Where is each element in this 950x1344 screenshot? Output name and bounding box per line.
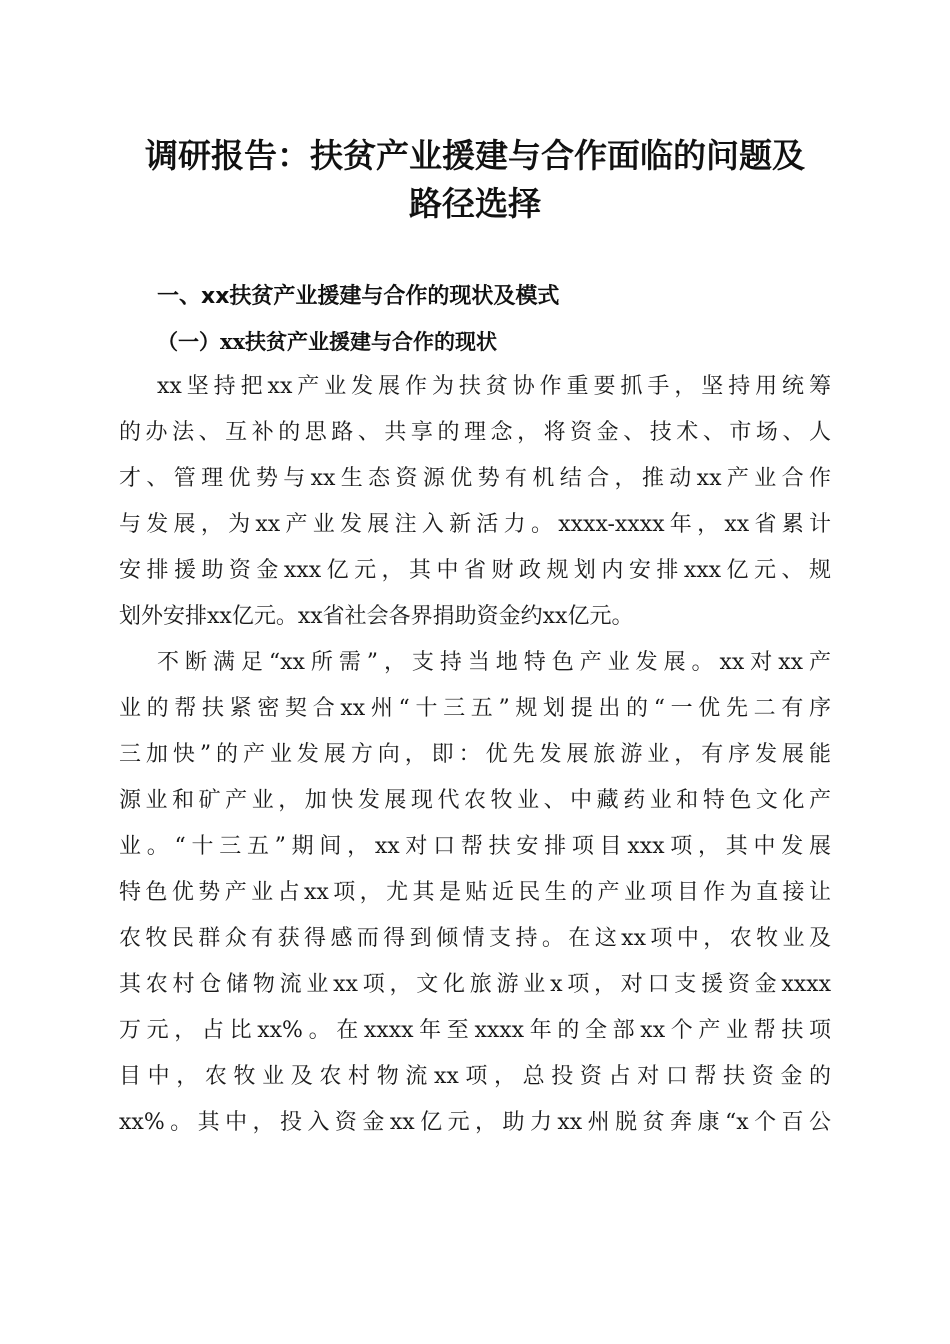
- paragraph-line: 目中，农牧业及农村物流xx项，总投资占对口帮扶资金的: [119, 1064, 831, 1089]
- paragraph-line: 万元，占比xx%。在xxxx年至xxxx年的全部xx个产业帮扶项: [119, 1018, 831, 1043]
- paragraph-line: 安排援助资金xxx亿元，其中省财政规划内安排xxx亿元、规: [119, 558, 831, 583]
- paragraph-line: 划外安排xx亿元。xx省社会各界捐助资金约xx亿元。: [119, 604, 634, 629]
- paragraph-line: 不断满足“xx所需”，支持当地特色产业发展。xx对xx产: [157, 650, 831, 675]
- paragraph-2: [119, 640, 831, 1146]
- subsection-heading: （一）xx扶贫产业援建与合作的现状: [157, 329, 498, 354]
- paragraph-line: 才、管理优势与xx生态资源优势有机结合，推动xx产业合作: [119, 466, 831, 491]
- section-heading: 一、xx扶贫产业援建与合作的现状及模式: [157, 284, 560, 309]
- paragraph-1: [119, 364, 831, 640]
- paragraph-line: xx坚持把xx产业发展作为扶贫协作重要抓手，坚持用统筹: [157, 374, 831, 399]
- paragraph-line: 农牧民群众有获得感而得到倾情支持。在这xx项中，农牧业及: [119, 926, 831, 951]
- title-line: 调研报告：扶贫产业援建与合作面临的问题及: [145, 136, 805, 175]
- paragraph-line: 的办法、互补的思路、共享的理念，将资金、技术、市场、人: [119, 420, 831, 445]
- paragraph-line: 其农村仓储物流业xx项，文化旅游业x项，对口支援资金xxxx: [119, 972, 831, 997]
- paragraph-line: 业。“十三五”期间，xx对口帮扶安排项目xxx项，其中发展: [119, 834, 831, 859]
- paragraph-line: 源业和矿产业，加快发展现代农牧业、中藏药业和特色文化产: [119, 788, 831, 813]
- document-title: [100, 132, 850, 228]
- paragraph-line: 三加快”的产业发展方向，即：优先发展旅游业，有序发展能: [119, 742, 831, 767]
- paragraph-line: 特色优势产业占xx项，尤其是贴近民生的产业项目作为直接让: [119, 880, 831, 905]
- paragraph-line: xx%。其中，投入资金xx亿元，助力xx州脱贫奔康“x个百公: [119, 1110, 831, 1135]
- paragraph-line: 与发展，为xx产业发展注入新活力。xxxx-xxxx年，xx省累计: [119, 512, 831, 537]
- paragraph-line: 业的帮扶紧密契合xx州“十三五”规划提出的“一优先二有序: [119, 696, 831, 721]
- title-line: 路径选择: [409, 184, 541, 223]
